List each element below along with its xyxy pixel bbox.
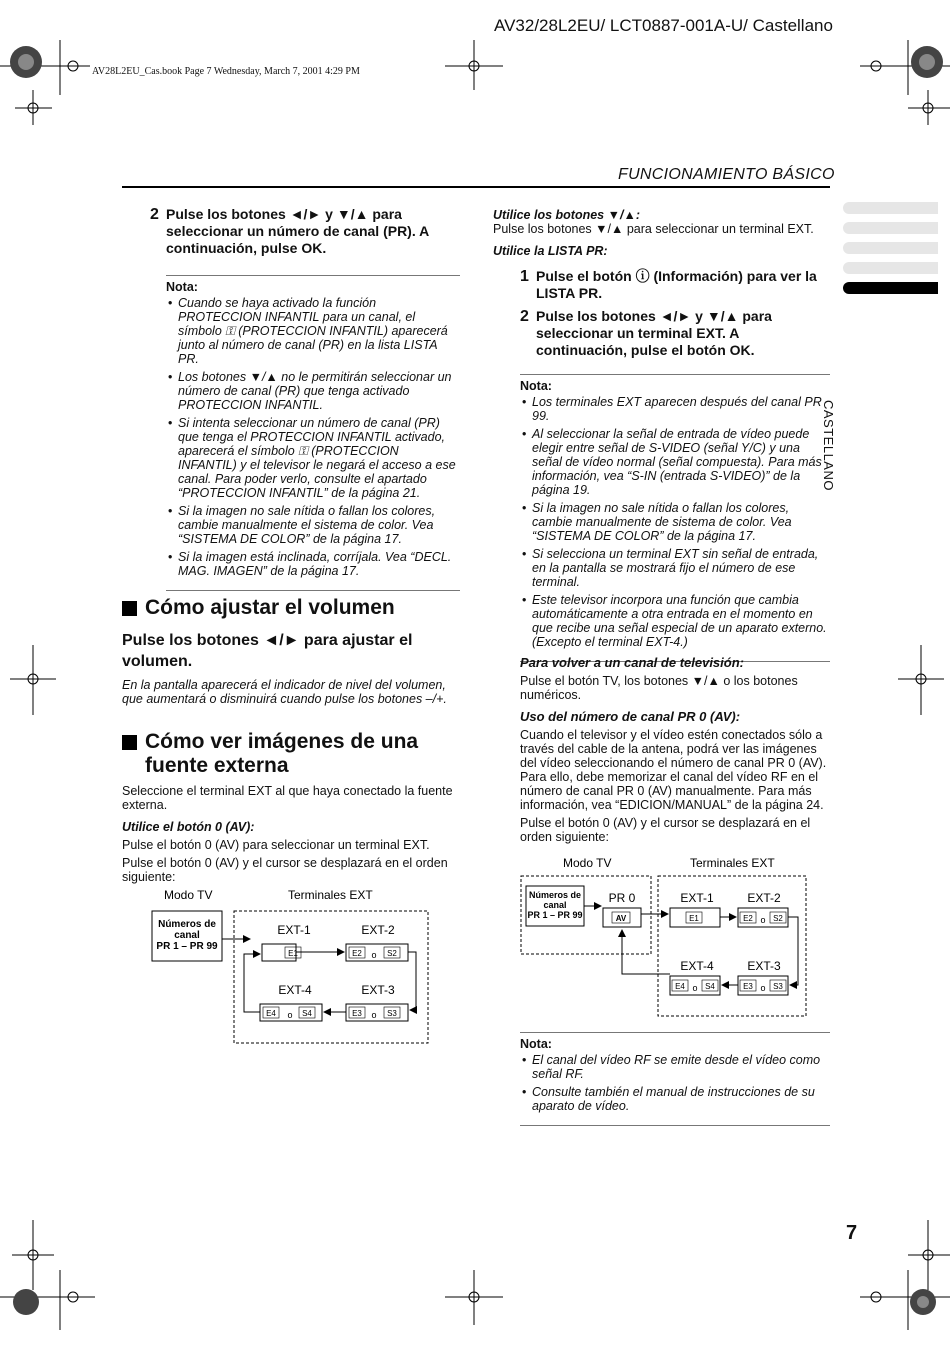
step-text: Pulse el botón ⓘ (Información) para ver la LISTA PR. <box>536 268 817 301</box>
svg-text:EXT-4: EXT-4 <box>680 959 714 973</box>
tab-marker <box>843 262 938 274</box>
av-button-text: Pulse el botón 0 (AV) para seleccionar un terminal EXT. <box>122 838 430 852</box>
svg-text:EXT-2: EXT-2 <box>361 923 395 937</box>
section-tabs <box>843 202 938 302</box>
right-top <box>493 208 831 262</box>
volume-heading: Cómo ajustar el volumen <box>145 596 395 619</box>
pr0-body: Cuando el televisor y el vídeo estén conectados sólo a través del cable de la antena, podrá ver las imágenes del vídeo seleccionando el número de canal PR 0 (AV). Para ello, debe memorizar el canal del vídeo RF en el número de canal PR 0 (AV) manualmente. Para más información, vea “EDICION/MANUAL” de la página 24. <box>520 728 827 812</box>
svg-text:o: o <box>371 1010 377 1020</box>
note-rf-video: Nota: • El canal del vídeo RF se emite desde el vídeo como señal RF. • Consulte también el manual de instrucciones de su aparato de vídeo. <box>520 1032 830 1126</box>
header-rule <box>122 186 830 188</box>
volume-subheading: Pulse los botones ◄/► para ajustar el volumen. <box>122 632 413 670</box>
side-language-label: CASTELLANO <box>821 400 836 491</box>
square-bullet-icon <box>122 601 137 616</box>
section-title: FUNCIONAMIENTO BÁSICO <box>618 166 835 183</box>
av-button-lead: Utilice el botón 0 (AV): <box>122 820 255 834</box>
svg-text:PR 0: PR 0 <box>608 891 636 905</box>
note-item: • El canal del vídeo RF se emite desde el vídeo como señal RF. <box>532 1053 830 1081</box>
return-heading: Para volver a un canal de televisión: <box>520 655 744 670</box>
svg-text:o: o <box>692 983 698 993</box>
ext-cycle-diagram-left <box>150 884 440 1049</box>
note-item: • Si intenta seleccionar un número de canal (PR) que tenga el PROTECCION INFANTIL activado, aparecerá el símbolo ⚿ (PROTECCION INFANTIL) y el televisor le negará el acceso a ese canal. Para poder verlo, consulte el apartado “PROTECCION INFANTIL” de la página 21. <box>178 416 460 500</box>
note-item: • Al seleccionar la señal de entrada de vídeo puede elegir entre señal de S-VIDEO (señal Y/C) y una señal de vídeo normal (señal compuesta). Para más información, vea “S-IN (entrada S-VIDEO)” de la página 19. <box>532 427 830 497</box>
svg-text:E2: E2 <box>743 914 753 923</box>
av-button-order: Pulse el botón 0 (AV) y el cursor se desplazará en el orden siguiente: <box>122 856 448 884</box>
note-item: • Los terminales EXT aparecen después del canal PR 99. <box>532 395 830 423</box>
book-info: AV28L2EU_Cas.book Page 7 Wednesday, March 7, 2001 4:29 PM <box>92 66 360 77</box>
svg-text:E1: E1 <box>689 914 699 923</box>
buttons-text: Pulse los botones ▼/▲ para seleccionar un terminal EXT. <box>493 222 814 236</box>
svg-text:S3: S3 <box>387 1009 397 1018</box>
mode-tv-label: Modo TV <box>164 888 213 902</box>
svg-text:S3: S3 <box>773 982 783 991</box>
return-section <box>520 656 832 848</box>
buttons-lead: Utilice los botones ▼/▲: <box>493 208 640 222</box>
svg-text:EXT-2: EXT-2 <box>747 891 781 905</box>
svg-text:E2: E2 <box>352 949 362 958</box>
svg-text:o: o <box>371 950 377 960</box>
external-intro: Seleccione el terminal EXT al que haya conectado la fuente externa. <box>122 784 453 812</box>
svg-text:PR 1 – PR 99: PR 1 – PR 99 <box>156 941 218 952</box>
ext-terminals-label: Terminales EXT <box>690 856 775 870</box>
svg-text:E4: E4 <box>266 1009 276 1018</box>
tab-marker <box>843 202 938 214</box>
svg-text:S4: S4 <box>705 982 715 991</box>
note-item: • Este televisor incorpora una función que cambia automáticamente a otra entrada en el momento en que recibe una señal especial de un aparato externo. (Excepto el terminal EXT-4.) <box>532 593 830 649</box>
step-text: Pulse los botones ◄/► y ▼/▲ para seleccionar un número de canal (PR). A continuación, pulse OK. <box>166 206 429 256</box>
svg-text:o: o <box>760 915 766 925</box>
step-text: Pulse los botones ◄/► y ▼/▲ para seleccionar un terminal EXT. A continuación, pulse el botón OK. <box>536 308 772 358</box>
svg-text:Números de: Números de <box>158 919 216 930</box>
volume-body: En la pantalla aparecerá el indicador de nivel del volumen, que aumentará o disminuirá cuando pulse los botones –/+. <box>122 678 447 706</box>
left-step-2 <box>150 206 460 257</box>
note-item: • Los botones ▼/▲ no le permitirán seleccionar un número de canal (PR) que tenga activado PROTECCION INFANTIL. <box>178 370 460 412</box>
svg-text:E3: E3 <box>743 982 753 991</box>
note-item: • Si la imagen está inclinada, corríjala. Vea “DECL. MAG. IMAGEN” de la página 17. <box>178 550 460 578</box>
right-steps <box>520 268 832 359</box>
svg-text:EXT-3: EXT-3 <box>361 983 395 997</box>
svg-text:S2: S2 <box>773 914 783 923</box>
square-bullet-icon <box>122 735 137 750</box>
note-item: • Si la imagen no sale nítida o fallan los colores, cambie manualmente el sistema de color. Vea “SISTEMA DE COLOR” de la página 17. <box>178 504 460 546</box>
svg-text:PR 1 – PR 99: PR 1 – PR 99 <box>527 910 583 920</box>
svg-text:canal: canal <box>174 930 200 941</box>
svg-text:o: o <box>287 1010 293 1020</box>
ext-cycle-diagram-right <box>518 852 818 1022</box>
external-heading: Cómo ver imágenes de una fuente externa <box>145 730 419 777</box>
tab-marker-active <box>843 282 938 294</box>
note-item: • Si selecciona un terminal EXT sin señal de entrada, en la pantalla se mostrará fijo el número de ese terminal. <box>532 547 830 589</box>
external-section <box>122 730 462 888</box>
svg-text:EXT-1: EXT-1 <box>680 891 714 905</box>
tab-marker <box>843 222 938 234</box>
pr0-heading: Uso del número de canal PR 0 (AV): <box>520 709 741 724</box>
note-item: • Si la imagen no sale nítida o fallan los colores, cambie manualmente de sistema de color. Vea “SISTEMA DE COLOR” de la página 17. <box>532 501 830 543</box>
svg-text:EXT-1: EXT-1 <box>277 923 311 937</box>
ext-terminals-label: Terminales EXT <box>288 888 373 902</box>
note-item: • Consulte también el manual de instrucciones de su aparato de vídeo. <box>532 1085 830 1113</box>
return-body: Pulse el botón TV, los botones ▼/▲ o los botones numéricos. <box>520 674 798 702</box>
svg-text:EXT-4: EXT-4 <box>278 983 312 997</box>
svg-text:E1: E1 <box>288 949 298 958</box>
step-number: 2 <box>150 206 159 223</box>
svg-text:S2: S2 <box>387 949 397 958</box>
tab-marker <box>843 242 938 254</box>
note-ext-terminals: Nota: • Los terminales EXT aparecen después del canal PR 99. • Al seleccionar la señal de entrada de vídeo puede elegir entre señal de S-VIDEO (señal Y/C) y una señal de vídeo normal (señal compuesta). Para más información, vea “S-IN (entrada S-VIDEO)” de la página 19. • Si la imagen no sale nítida o fallan los colores, cambie manualmente de sistema de color. Vea “SISTEMA DE COLOR” de la página 17. • Si selecciona un terminal EXT sin señal de entrada, en la pantalla se mostrará fijo el número de ese terminal. • Este televisor incorpora una función que cambia automáticamente a otra entrada en el momento en que recibe una señal especial de un aparato externo. (Excepto el terminal EXT-4.) <box>520 374 830 662</box>
svg-text:Números de: Números de <box>528 890 582 900</box>
svg-text:o: o <box>760 983 766 993</box>
list-lead: Utilice la LISTA PR: <box>493 244 608 258</box>
pr0-body2: Pulse el botón 0 (AV) y el cursor se desplazará en el orden siguiente: <box>520 816 811 844</box>
svg-text:E3: E3 <box>352 1009 362 1018</box>
page-number: 7 <box>846 1222 858 1244</box>
svg-text:EXT-3: EXT-3 <box>747 959 781 973</box>
svg-text:E4: E4 <box>675 982 685 991</box>
model-code: AV32/28L2EU/ LCT0887-001A-U/ Castellano <box>494 16 833 35</box>
step-number: 1 <box>520 268 529 285</box>
svg-text:AV: AV <box>615 914 627 923</box>
svg-text:canal: canal <box>543 900 567 910</box>
note-item: • Cuando se haya activado la función PROTECCION INFANTIL para un canal, el símbolo ⚿ (PROTECCION INFANTIL) aparecerá junto al número de canal (PR) en la lista LISTA PR. <box>178 296 460 366</box>
volume-section <box>122 596 462 706</box>
note-parental-lock: Nota: • Cuando se haya activado la función PROTECCION INFANTIL para un canal, el símbolo ⚿ (PROTECCION INFANTIL) aparecerá junto al número de canal (PR) en la lista LISTA PR. • Los botones ▼/▲ no le permitirán seleccionar un número de canal (PR) que tenga activado PROTECCION INFANTIL. • Si intenta seleccionar un número de canal (PR) que tenga el PROTECCION INFANTIL activado, aparecerá el símbolo ⚿ (PROTECCION INFANTIL) y el televisor le negará el acceso a ese canal. Para poder verlo, consulte el apartado “PROTECCION INFANTIL” de la página 21. • Si la imagen no sale nítida o fallan los colores, cambie manualmente el sistema de color. Vea “SISTEMA DE COLOR” de la página 17. • Si la imagen está inclinada, corríjala. Vea “DECL. MAG. IMAGEN” de la página 17. <box>166 275 460 591</box>
svg-text:S4: S4 <box>302 1009 312 1018</box>
mode-tv-label: Modo TV <box>563 856 612 870</box>
step-number: 2 <box>520 308 529 325</box>
